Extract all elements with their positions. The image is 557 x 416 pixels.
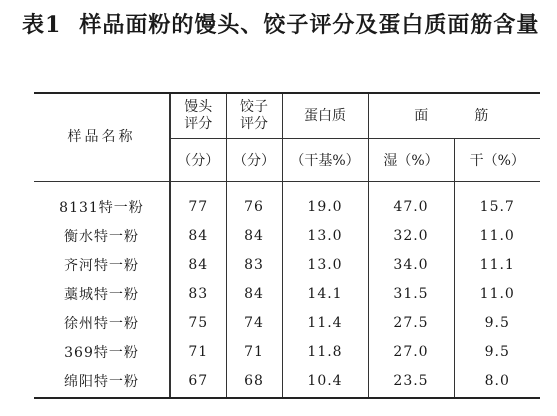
header-unit-protein: （干基%） [282,139,368,182]
wet-gluten-value: 27.5 [368,308,454,337]
dry-gluten-value: 15.7 [454,182,540,222]
dry-gluten-value: 11.0 [454,279,540,308]
header-mantou-score: 馒头评分 [170,93,226,139]
mantou-score: 67 [170,366,226,398]
table-row [34,337,540,366]
header-sample-name: 样品名称 [34,93,170,182]
sample-name: 绵阳特一粉 [34,366,170,398]
sample-name: 藁城特一粉 [64,286,139,303]
header-unit-mantou: （分） [170,139,226,182]
table-title: 样品面粉的馒头、饺子评分及蛋白质面筋含量 [79,12,540,38]
mantou-score: 77 [170,182,226,222]
wet-gluten-value: 31.5 [368,279,454,308]
wet-gluten-value: 23.5 [368,366,454,398]
jiaozi-score: 84 [226,279,282,308]
table-caption [22,6,547,44]
jiaozi-score: 74 [226,308,282,337]
protein-value: 14.1 [282,279,368,308]
dry-gluten-value: 9.5 [454,308,540,337]
header-unit-jiaozi: （分） [226,139,282,182]
sample-name: 8131特一粉 [59,199,144,216]
jiaozi-score: 84 [226,221,282,250]
table-row [34,221,540,250]
dry-gluten-value: 9.5 [454,337,540,366]
header-gluten: 面 筋 [368,93,540,139]
sample-name: 徐州特一粉 [64,315,139,332]
table-row [34,250,540,279]
wet-gluten-value: 32.0 [368,221,454,250]
table-row [34,366,540,398]
protein-value: 11.4 [282,308,368,337]
table-row [34,308,540,337]
jiaozi-score: 83 [226,250,282,279]
jiaozi-score: 76 [226,182,282,222]
sample-name: 369特一粉 [64,344,139,361]
dry-gluten-value: 8.0 [454,366,540,398]
table-row [34,182,540,222]
dry-gluten-value: 11.0 [454,221,540,250]
protein-value: 11.8 [282,337,368,366]
mantou-score: 84 [170,250,226,279]
header-jiaozi-score: 饺子评分 [226,93,282,139]
protein-value: 19.0 [282,182,368,222]
table-row [34,279,540,308]
table-number: 表1 [22,12,62,38]
sample-name: 衡水特一粉 [64,228,139,245]
wet-gluten-value: 27.0 [368,337,454,366]
dry-gluten-value: 11.1 [454,250,540,279]
wet-gluten-value: 34.0 [368,250,454,279]
mantou-score: 83 [170,279,226,308]
header-unit-wet-gluten: 湿（%） [368,139,454,182]
wet-gluten-value: 47.0 [368,182,454,222]
jiaozi-score: 68 [226,366,282,398]
protein-value: 13.0 [282,221,368,250]
jiaozi-score: 71 [226,337,282,366]
protein-value: 10.4 [282,366,368,398]
sample-name: 齐河特一粉 [64,257,139,274]
data-table [34,92,540,399]
header-unit-dry-gluten: 干（%） [454,139,540,182]
mantou-score: 71 [170,337,226,366]
protein-value: 13.0 [282,250,368,279]
mantou-score: 84 [170,221,226,250]
mantou-score: 75 [170,308,226,337]
header-protein: 蛋白质 [282,93,368,139]
